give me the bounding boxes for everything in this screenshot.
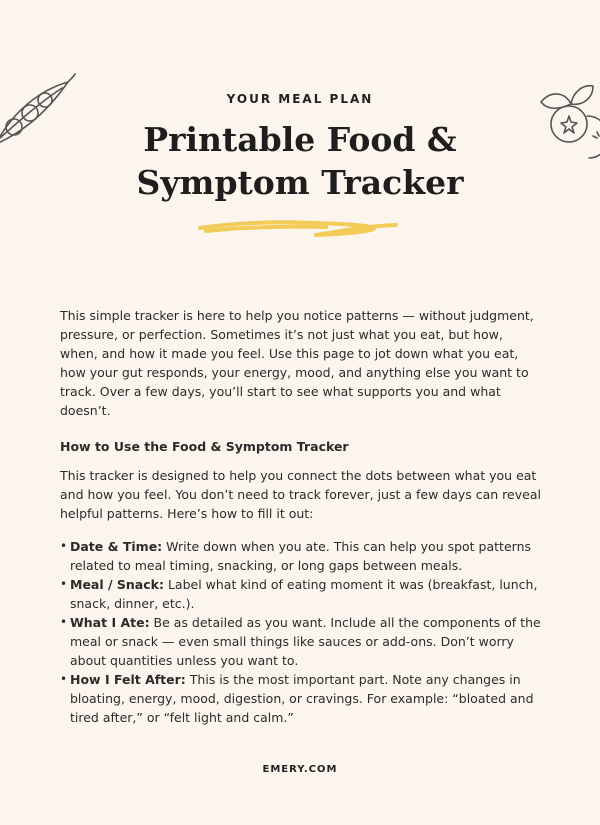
list-item-text: Label what kind of eating moment it was (breakfast, lunch, snack, dinner, etc.).	[70, 577, 538, 611]
instructions-list	[60, 537, 544, 727]
list-item-label: Date & Time:	[70, 539, 163, 554]
list-item-text: This is the most important part. Note any changes in bloating, energy, mood, digestion, or cravings. For example: “bloated and tired after,” or “felt light and calm.”	[70, 672, 534, 725]
section-paragraph: This tracker is designed to help you connect the dots between what you eat and how you feel. You don’t need to track forever, just a few days can reveal helpful patterns. Here’s how to fill it out:	[60, 468, 541, 521]
intro-paragraph: This simple tracker is here to help you notice patterns — without judgment, pressure, or perfection. Sometimes it’s not just what you eat, but how, when, and how it made you feel. Use this page to jot down what you eat, how your gut responds, your energy, mood, and anything else you want to track. Over a few days, you’ll start to see what supports you and what doesn’t.	[60, 308, 534, 418]
title-line-2: Symptom Tracker	[136, 163, 464, 202]
eyebrow-label: YOUR MEAL PLAN	[226, 92, 374, 106]
content-body	[60, 306, 544, 727]
list-item: • Date & Time: Write down when you ate. This can help you spot patterns related to meal timing, snacking, or long gaps between meals.	[60, 539, 531, 573]
list-item-text: Be as detailed as you want. Include all the components of the meal or snack — even small things like sauces or add-ons. Don’t worry about quantities unless you want to.	[70, 615, 541, 668]
list-item: • Meal / Snack: Label what kind of eating moment it was (breakfast, lunch, snack, dinner, etc.).	[60, 577, 538, 611]
footer-url: EMERY.COM	[262, 764, 338, 775]
page-title	[0, 118, 600, 204]
list-item-label: What I Ate:	[70, 615, 150, 630]
list-item-text: Write down when you ate. This can help you spot patterns related to meal timing, snacking, or long gaps between meals.	[70, 539, 531, 573]
list-item-label: How I Felt After:	[70, 672, 186, 687]
list-item: • What I Ate: Be as detailed as you want. Include all the components of the meal or snack — even small things like sauces or add-ons. Don’t worry about quantities unless you want to.	[60, 615, 541, 668]
title-line-1: Printable Food &	[143, 120, 457, 159]
section-heading: How to Use the Food & Symptom Tracker	[60, 439, 349, 454]
list-item-label: Meal / Snack:	[70, 577, 164, 592]
list-item: • How I Felt After: This is the most important part. Note any changes in bloating, energy, mood, digestion, or cravings. For example: “bloated and tired after,” or “felt light and calm.”	[60, 672, 534, 725]
yellow-squiggle-divider	[196, 214, 402, 242]
